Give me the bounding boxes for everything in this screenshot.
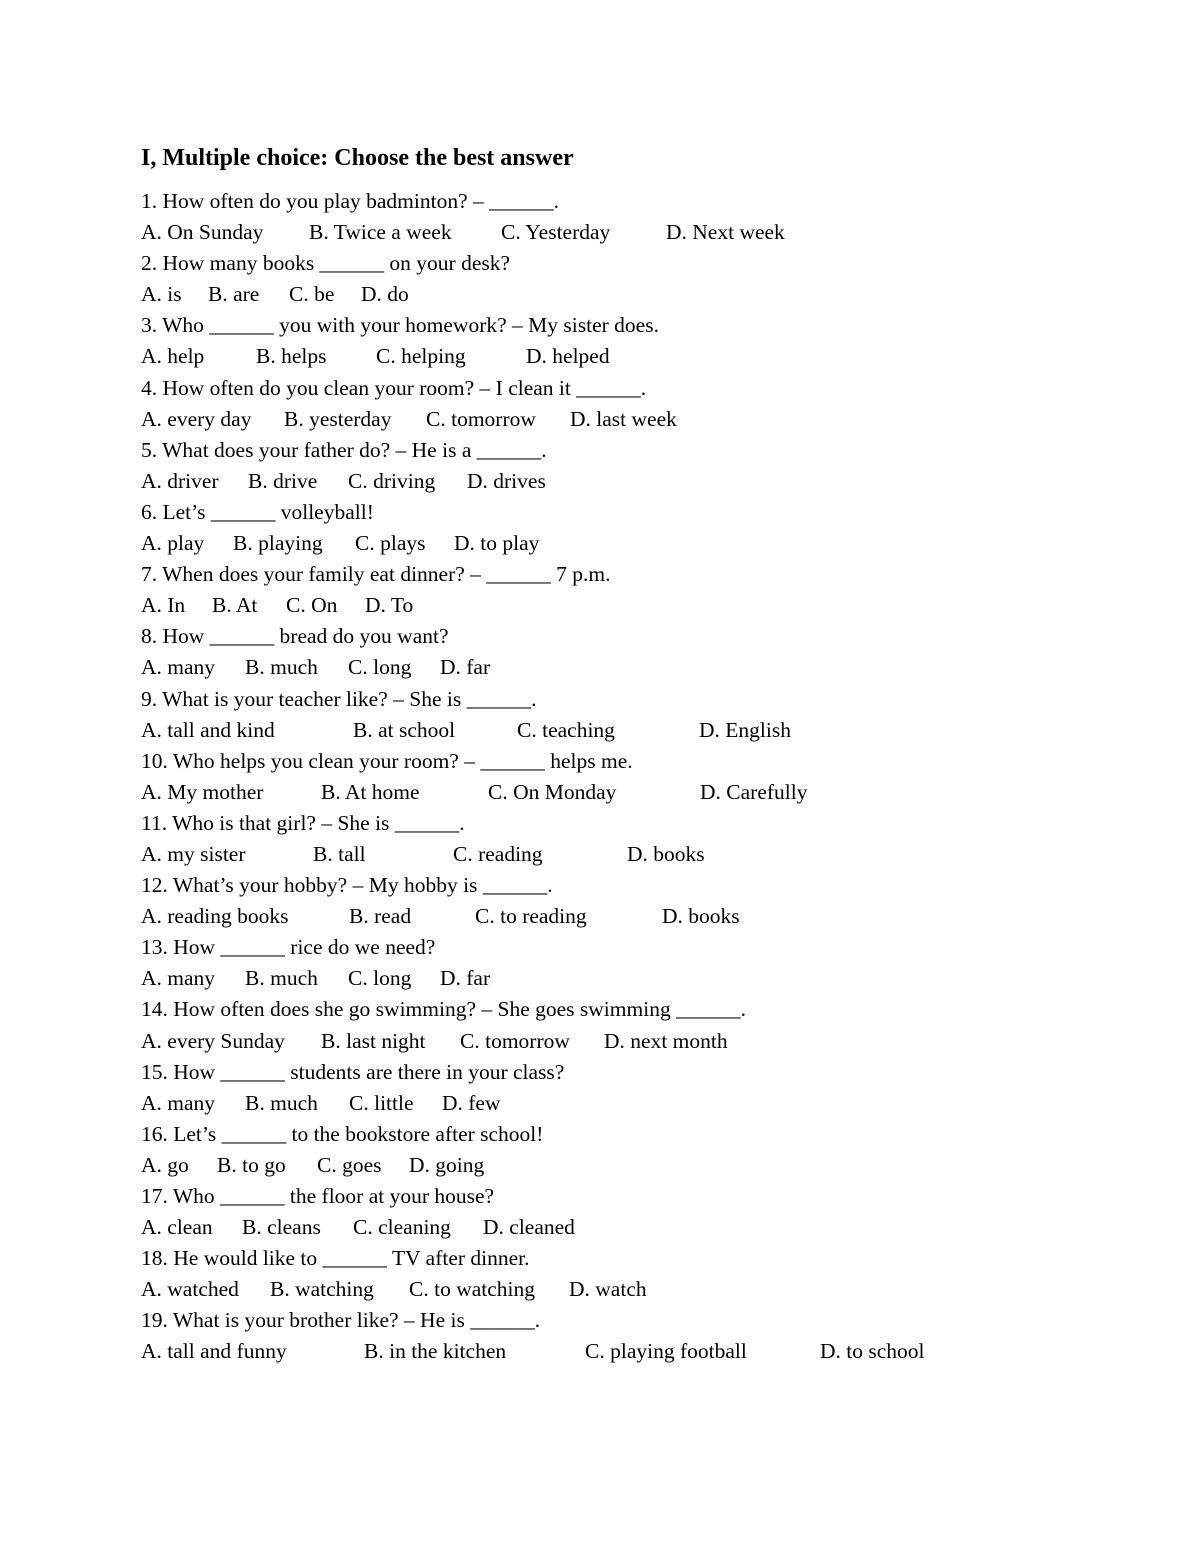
- option-b: B. At home: [321, 779, 420, 804]
- question-4: 4. How often do you clean your room? – I clean it ______.: [141, 375, 647, 400]
- option-b: B. cleans: [242, 1215, 321, 1240]
- question-11: 11. Who is that girl? – She is ______.: [141, 810, 465, 835]
- option-b: B. yesterday: [284, 406, 392, 431]
- option-a: A. my sister: [141, 841, 246, 866]
- question-6: 6. Let’s ______ volleyball!: [141, 499, 374, 524]
- option-d: D. drives: [467, 468, 546, 493]
- option-a: A. clean: [141, 1215, 213, 1240]
- option-d: D. To: [365, 593, 414, 618]
- options-6: [141, 528, 1141, 559]
- options-3: [141, 341, 1141, 372]
- section-heading: I, Multiple choice: Choose the best answer: [141, 145, 574, 171]
- option-b: B. read: [349, 904, 412, 929]
- option-b: B. much: [245, 966, 318, 991]
- options-7: [141, 590, 1141, 621]
- option-d: D. few: [442, 1090, 501, 1115]
- options-17: [141, 1212, 1141, 1243]
- option-d: D. helped: [526, 344, 610, 369]
- option-d: D. watch: [569, 1277, 647, 1302]
- question-17: 17. Who ______ the floor at your house?: [141, 1184, 495, 1208]
- option-c: C. to watching: [409, 1277, 535, 1302]
- option-d: D. to play: [454, 531, 540, 556]
- option-c: C. tomorrow: [426, 406, 536, 431]
- option-c: C. tomorrow: [460, 1028, 570, 1053]
- option-c: C. be: [289, 282, 335, 307]
- option-d: D. English: [699, 717, 791, 742]
- option-c: C. long: [348, 655, 412, 680]
- options-11: [141, 839, 1141, 870]
- option-a: A. driver: [141, 468, 219, 493]
- option-a: A. reading books: [141, 904, 289, 929]
- option-c: C. Yesterday: [501, 220, 611, 245]
- option-a: A. play: [141, 531, 205, 556]
- options-10: [141, 777, 1141, 808]
- option-d: D. far: [440, 655, 491, 680]
- question-12: 12. What’s your hobby? – My hobby is ______.: [141, 873, 553, 898]
- options-2: [141, 279, 1141, 310]
- option-c: C. playing football: [585, 1339, 747, 1364]
- question-13: 13. How ______ rice do we need?: [141, 935, 436, 960]
- option-c: C. plays: [355, 531, 426, 556]
- option-b: B. tall: [313, 841, 366, 866]
- options-12: [141, 901, 1141, 932]
- option-d: D. Carefully: [700, 779, 808, 804]
- options-19: [141, 1336, 1141, 1367]
- option-c: C. helping: [376, 344, 466, 369]
- option-a: A. many: [141, 966, 216, 991]
- option-c: C. teaching: [517, 717, 615, 742]
- option-d: D. far: [440, 966, 491, 991]
- question-8: 8. How ______ bread do you want?: [141, 624, 449, 649]
- options-4: [141, 404, 1141, 435]
- options-18: [141, 1274, 1141, 1305]
- option-a: A. many: [141, 655, 216, 680]
- option-c: C. goes: [317, 1152, 382, 1177]
- options-15: [141, 1088, 1141, 1119]
- option-d: D. books: [627, 841, 705, 866]
- option-a: A. watched: [141, 1277, 239, 1302]
- option-c: C. On Monday: [488, 779, 617, 804]
- options-14: [141, 1026, 1141, 1057]
- option-a: A. is: [141, 282, 182, 307]
- option-d: D. cleaned: [483, 1215, 575, 1240]
- option-a: A. tall and kind: [141, 717, 275, 742]
- option-d: D. Next week: [666, 220, 785, 245]
- option-a: A. On Sunday: [141, 220, 264, 245]
- options-8: [141, 652, 1141, 683]
- option-b: B. at school: [353, 717, 456, 742]
- option-d: D. going: [409, 1152, 485, 1177]
- option-b: B. to go: [217, 1152, 286, 1177]
- question-15: 15. How ______ students are there in your class?: [141, 1059, 565, 1084]
- option-d: D. to school: [820, 1339, 925, 1364]
- option-c: C. little: [349, 1090, 414, 1115]
- option-b: B. last night: [321, 1028, 426, 1053]
- option-a: A. tall and funny: [141, 1339, 287, 1364]
- option-b: B. are: [208, 282, 260, 307]
- option-b: B. playing: [233, 531, 323, 556]
- options-5: [141, 466, 1141, 497]
- option-b: B. much: [245, 1090, 318, 1115]
- question-5: 5. What does your father do? – He is a ______.: [141, 437, 547, 462]
- question-9: 9. What is your teacher like? – She is ______.: [141, 686, 537, 711]
- option-b: B. Twice a week: [309, 220, 452, 245]
- question-3: 3. Who ______ you with your homework? – My sister does.: [141, 313, 659, 338]
- question-1: 1. How often do you play badminton? – ______.: [141, 189, 560, 213]
- option-c: C. cleaning: [353, 1215, 451, 1240]
- option-b: B. in the kitchen: [364, 1339, 507, 1364]
- option-a: A. every Sunday: [141, 1028, 285, 1053]
- option-a: A. go: [141, 1152, 189, 1177]
- question-2: 2. How many books ______ on your desk?: [141, 251, 511, 276]
- option-d: D. next month: [604, 1028, 728, 1053]
- question-7: 7. When does your family eat dinner? – ______ 7 p.m.: [141, 562, 611, 587]
- option-b: B. watching: [270, 1277, 374, 1302]
- option-b: B. At: [212, 593, 258, 618]
- option-c: C. to reading: [475, 904, 587, 929]
- option-c: C. driving: [348, 468, 436, 493]
- option-a: A. many: [141, 1090, 216, 1115]
- option-d: D. books: [662, 904, 740, 929]
- option-c: C. long: [348, 966, 412, 991]
- options-1: [141, 217, 1141, 248]
- worksheet-page: [141, 138, 1141, 1368]
- option-a: A. help: [141, 344, 205, 369]
- options-16: [141, 1150, 1141, 1181]
- question-16: 16. Let’s ______ to the bookstore after school!: [141, 1121, 544, 1146]
- question-14: 14. How often does she go swimming? – She goes swimming ______.: [141, 997, 746, 1022]
- option-b: B. helps: [256, 344, 327, 369]
- option-c: C. On: [286, 593, 338, 618]
- options-13: [141, 963, 1141, 994]
- question-19: 19. What is your brother like? – He is ______.: [141, 1308, 541, 1333]
- option-c: C. reading: [453, 841, 543, 866]
- option-b: B. drive: [248, 468, 318, 493]
- option-d: D. last week: [570, 406, 677, 431]
- option-a: A. My mother: [141, 779, 264, 804]
- option-d: D. do: [361, 282, 409, 307]
- option-a: A. every day: [141, 406, 252, 431]
- options-9: [141, 715, 1141, 746]
- option-b: B. much: [245, 655, 318, 680]
- option-a: A. In: [141, 593, 186, 618]
- question-18: 18. He would like to ______ TV after dinner.: [141, 1246, 530, 1271]
- question-10: 10. Who helps you clean your room? – ______ helps me.: [141, 748, 633, 773]
